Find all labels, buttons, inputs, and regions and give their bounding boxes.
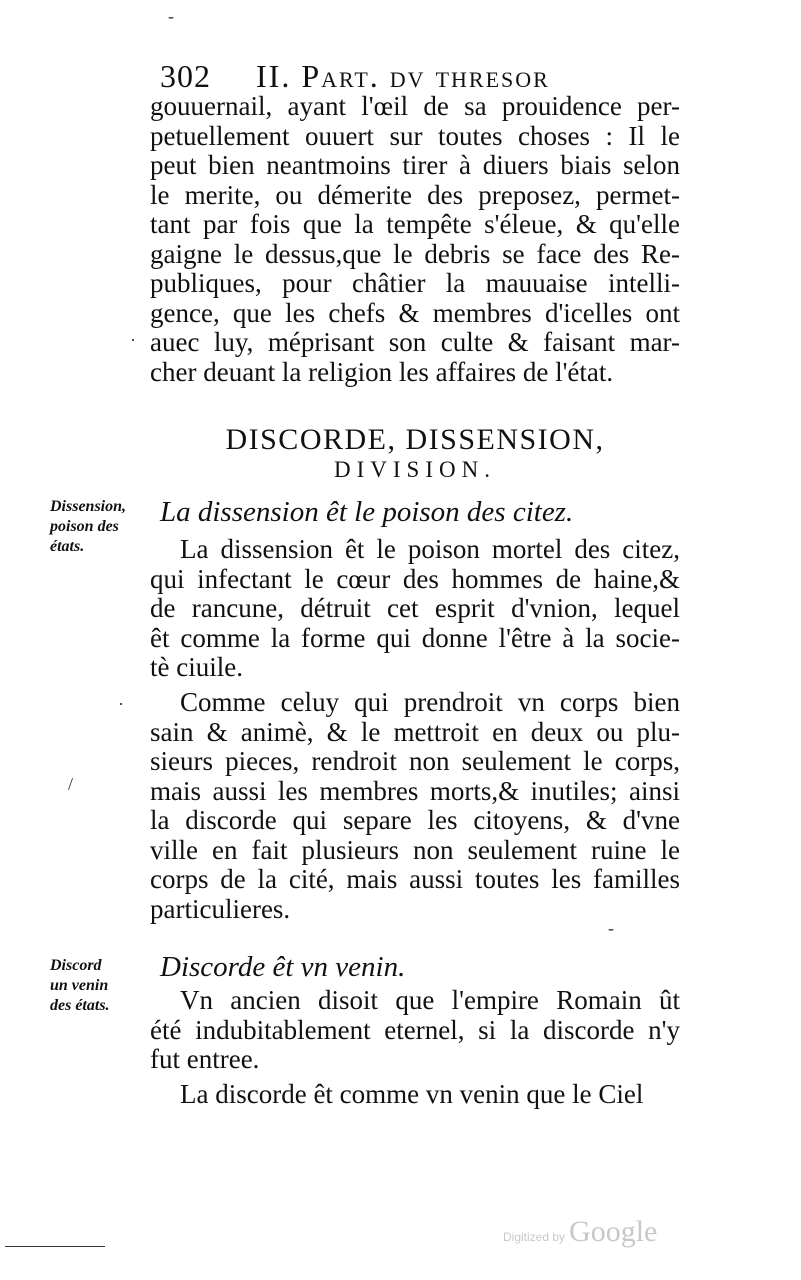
text-line: êt comme la forme qui donne l'être à la socie- (150, 622, 680, 653)
text-line: tant par fois que la tempête s'éleue, & qu'elle (150, 209, 680, 239)
text-line: La discorde êt comme vn venin que le Ciel (180, 1079, 644, 1109)
paragraph-1 (150, 92, 680, 387)
text-line: cher deuant la religion les affaires de l'état. (150, 356, 614, 387)
text-line: sain & animè, & le mettroit en deux ou plu- (150, 716, 680, 747)
text-line: sieurs pieces, rendroit non seulement le corps, (150, 746, 680, 776)
text-line: qui infectant le cœur des hommes de haine,& (150, 563, 680, 594)
watermark-logo-text: Google (569, 1215, 658, 1248)
margin-note-line: un venin (50, 977, 109, 994)
paragraph-2 (150, 535, 680, 683)
text-line: le merite, ou démerite des preposez, permet- (150, 179, 680, 210)
watermark-small-text: Digitized by (503, 1230, 566, 1244)
margin-note-line: Discord (50, 957, 102, 974)
ink-speck: - (608, 918, 614, 938)
ink-speck: · (118, 694, 124, 714)
text-line: publiques, pour châtier la mauuaise intelli- (150, 268, 680, 298)
text-line: de rancune, détruit cet esprit d'vnion, lequel (150, 593, 680, 623)
text-line: la discorde qui separe les citoyens, & d'vne (150, 805, 680, 835)
margin-note-line: états. (50, 538, 85, 555)
bottom-rule (5, 1246, 105, 1247)
ink-speck: - (168, 6, 174, 26)
margin-note-line: des états. (50, 997, 110, 1014)
text-line: gaigne le dessus,que le debris se face des Re- (150, 238, 680, 269)
text-line: ville en fait plusieurs non seulement ruine le (150, 834, 680, 865)
page-number: 302 (160, 58, 211, 94)
margin-note-line: Dissension, (50, 498, 127, 515)
text-line: tè ciuile. (150, 652, 243, 682)
text-line: été indubitablement eternel, si la discorde n'y (150, 1014, 680, 1045)
text-line: Comme celuy qui prendroit vn corps bien (180, 687, 680, 717)
section-heading: DISCORDE, DISSENSION, (225, 423, 605, 456)
digitized-by-google-watermark (503, 1215, 657, 1249)
text-line: La dissension êt le poison mortel des citez, (180, 534, 680, 564)
text-line: Vn ancien disoit que l'empire Romain ût (180, 985, 680, 1015)
running-header (160, 58, 660, 94)
text-line: particulieres. (150, 893, 291, 924)
ink-speck: / (68, 774, 74, 794)
margin-note-discord (50, 956, 160, 1016)
paragraph-5 (150, 1080, 680, 1110)
text-line: gouuernail, ayant l'œil de sa prouidence per- (150, 91, 680, 121)
text-line: fut entree. (150, 1044, 260, 1074)
running-title: II. Part. dv thresor (256, 58, 550, 94)
subheading-dissension: La dissension êt le poison des citez. (160, 496, 574, 528)
ink-speck: · (130, 330, 136, 350)
margin-note-line: poison des (50, 518, 119, 535)
paragraph-3 (150, 688, 680, 924)
paragraph-4 (150, 986, 680, 1075)
text-line: petuellement ouuert sur toutes choses : Il le (150, 120, 680, 151)
text-line: peut bien neantmoins tirer à diuers biais selon (150, 150, 680, 180)
margin-note-dissension (50, 497, 160, 557)
text-line: auec luy, méprisant son culte & faisant mar- (150, 327, 680, 357)
text-line: gence, que les chefs & membres d'icelles ont (150, 297, 680, 328)
text-line: corps de la cité, mais aussi toutes les familles (150, 864, 680, 894)
section-heading-subline: DIVISION. (334, 457, 496, 482)
subheading-discorde: Discorde êt vn venin. (160, 951, 406, 983)
text-line: mais aussi les membres morts,& inutiles; ainsi (150, 775, 680, 806)
